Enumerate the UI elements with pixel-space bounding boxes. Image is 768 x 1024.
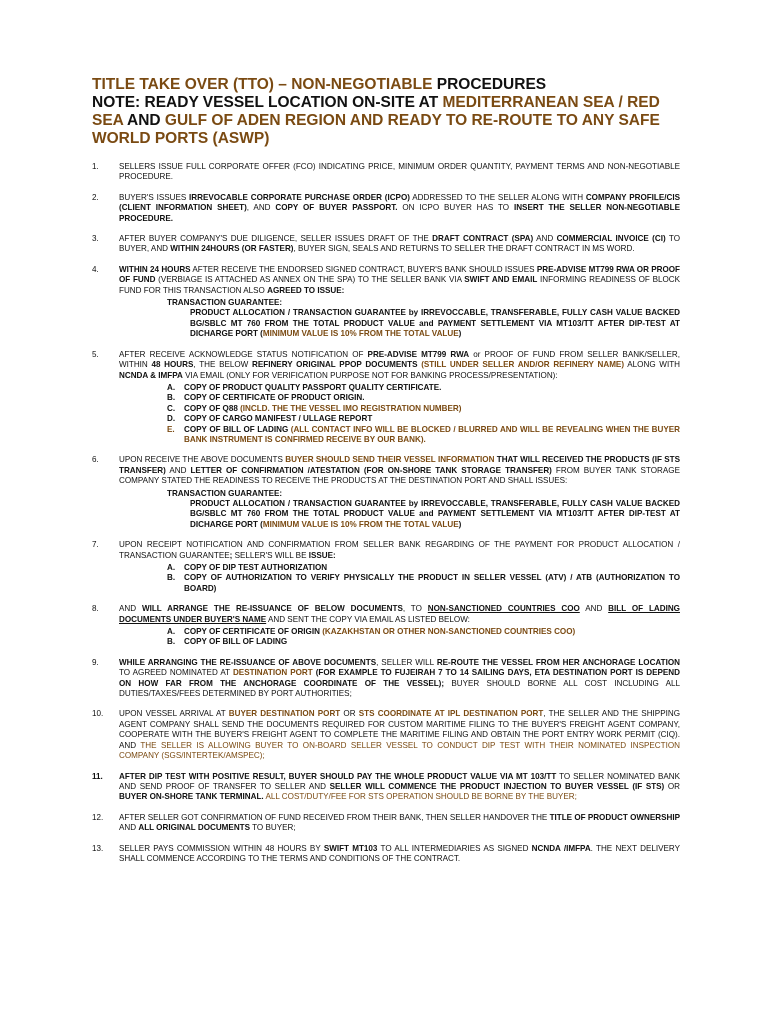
list-item: A. COPY OF PRODUCT QUALITY PASSPORT QUALITY CERTIFICATE.	[167, 382, 442, 392]
procedure-step-10: 10. UPON VESSEL ARRIVAL AT BUYER DESTINATION PORT OR STS COORDINATE AT IPL DESTINATION PORT, THE SELLER AND THE SHIPPING AGENT COMPANY SHALL SEND THE DOCUMENTS REQUIRED FOR CUSTOM MARITIME FILING TO THE BUYER'S FREIGHT AGENT COMPANY, COOPERATE WITH THE BUYER'S FREIGHT AGENT TO COMPLETE THE MARITIME FILING AND OBTAIN THE PORT ENTRY WORK PERMIT (CIQ). AND THE SELLER IS ALLOWING BUYER TO ON-BOARD SELLER VESSEL TO CONDUCT DIP TEST WITH THEIR NOMINATED INSPECTION COMPANY (SGS/INTERTEK/AMSPEC);	[92, 709, 680, 761]
document-title	[92, 76, 680, 148]
list-item: D. COPY OF CARGO MANIFEST / ULLAGE REPORT	[167, 414, 373, 424]
procedure-step-11: 11. AFTER DIP TEST WITH POSITIVE RESULT, BUYER SHOULD PAY THE WHOLE PRODUCT VALUE VIA MT 103/TT TO SELLER NOMINATED BANK AND SEND PROOF OF TRANSFER TO SELLER AND SELLER WILL COMMENCE THE PRODUCT INJECTION TO BUYER VESSEL (IF STS) OR BUYER ON-SHORE TANK TERMINAL. ALL COST/DUTY/FEE FOR STS OPERATION SHOULD BE BORNE BY THE BUYER;	[92, 771, 681, 802]
list-item: B. COPY OF CERTIFICATE OF PRODUCT ORIGIN.	[167, 393, 365, 403]
document-sublist	[119, 563, 680, 594]
procedure-step-2: 2. BUYER'S ISSUES IRREVOCABLE CORPORATE PURCHASE ORDER (ICPO) ADDRESSED TO THE SELLER ALONG WITH COMPANY PROFILE/CIS (CLIENT INFORMATION SHEET), AND COPY OF BUYER PASSPORT. ON ICPO BUYER HAS TO INSERT THE SELLER NON-NEGOTIABLE PROCEDURE.	[92, 192, 681, 223]
procedure-step-3: 3. AFTER BUYER COMPANY'S DUE DILIGENCE, SELLER ISSUES DRAFT OF THE DRAFT CONTRACT (SPA) AND COMMERCIAL INVOICE (CI) TO BUYER, AND WITHIN 24HOURS (OR FASTER), BUYER SIGN, SEALS AND RETURNS TO SELLER THE DRAFT CONTRACT IN MS WORD.	[92, 234, 680, 254]
document-sublist	[119, 383, 680, 445]
list-item: A. COPY OF CERTIFICATE OF ORIGIN (KAZAKHSTAN OR OTHER NON-SANCTIONED COUNTRIES COO)	[167, 627, 576, 637]
transaction-guarantee-text: PRODUCT ALLOCATION / TRANSACTION GUARANTEE by IRREVOCCABLE, TRANSFERABLE, FULLY CASH VALUE BACKED BG/SBLC MT 760 FROM THE TOTAL PRODUCT VALUE and PAYMENT SETTLEMENT VIA MT103/TT AFTER DIP-TEST AT DICHARGE PORT (MINIMUM VALUE IS 10% FROM THE TOTAL VALUE)	[190, 498, 680, 529]
list-item: B. COPY OF AUTHORIZATION TO VERIFY PHYSICALLY THE PRODUCT IN SELLER VESSEL (ATV) / ATB (AUTHORIZATION TO BOARD)	[167, 573, 680, 593]
list-item: B. COPY OF BILL OF LADING	[167, 637, 288, 647]
procedure-step-1: 1. SELLERS ISSUE FULL CORPORATE OFFER (FCO) INDICATING PRICE, MINIMUM ORDER QUANTITY, PAYMENT TERMS AND NON-NEGOTIABLE PROCEDURE.	[92, 162, 680, 182]
list-item: C. COPY OF Q88 (INCLD. THE THE VESSEL IMO REGISTRATION NUMBER)	[167, 403, 462, 413]
list-item: A. COPY OF DIP TEST AUTHORIZATION	[167, 563, 328, 572]
transaction-guarantee-block: TRANSACTION GUARANTEE: PRODUCT ALLOCATION / TRANSACTION GUARANTEE by IRREVOCCABLE, TRANSFERABLE, FULLY CASH VALUE BACKED BG/SBLC MT 760 FROM THE TOTAL PRODUCT VALUE and PAYMENT SETTLEMENT VIA MT103/TT AFTER DIP-TEST AT DICHARGE PORT (MINIMUM VALUE IS 10% FROM THE TOTAL VALUE)	[167, 298, 680, 339]
procedure-step-6: 6. UPON RECEIVE THE ABOVE DOCUMENTS BUYER SHOULD SEND THEIR VESSEL INFORMATION THAT WILL RECEIVED THE PRODUCTS (IF STS TRANSFER) AND LETTER OF CONFIRMATION /ATESTATION (FOR ON-SHORE TANK STORAGE TRANSFER) FROM BUYER TANK STORAGE COMPANY STATED THE READINESS TO RECEIVE THE PRODUCTS AT THE DESTINATION PORT AND SHALL ISSUES: TRANSACTION GUARANTEE: PRODUCT ALLOCATION / TRANSACTION GUARANTEE by IRREVOCCABLE, TRANSFERABLE, FULLY CASH VALUE BACKED BG/SBLC MT 760 FROM THE TOTAL PRODUCT VALUE and PAYMENT SETTLEMENT VIA MT103/TT AFTER DIP-TEST AT DICHARGE PORT (MINIMUM VALUE IS 10% FROM THE TOTAL VALUE)	[92, 455, 680, 529]
transaction-guarantee-block: TRANSACTION GUARANTEE: PRODUCT ALLOCATION / TRANSACTION GUARANTEE by IRREVOCCABLE, TRANSFERABLE, FULLY CASH VALUE BACKED BG/SBLC MT 760 FROM THE TOTAL PRODUCT VALUE and PAYMENT SETTLEMENT VIA MT103/TT AFTER DIP-TEST AT DICHARGE PORT (MINIMUM VALUE IS 10% FROM THE TOTAL VALUE)	[167, 488, 680, 529]
procedure-step-12: 12. AFTER SELLER GOT CONFIRMATION OF FUND RECEIVED FROM THEIR BANK, THEN SELLER HANDOVER THE TITLE OF PRODUCT OWNERSHIP AND ALL ORIGINAL DOCUMENTS TO BUYER;	[92, 812, 681, 833]
procedure-step-5: 5. AFTER RECEIVE ACKNOWLEDGE STATUS NOTIFICATION OF PRE-ADVISE MT799 RWA or PROOF OF FUND FROM SELLER BANK/SELLER, WITHIN 48 HOURS, THE BELOW REFINERY ORIGINAL PPOP DOCUMENTS (STILL UNDER SELLER AND/OR REFINERY NAME) ALONG WITH NCNDA & IMFPA VIA EMAIL (ONLY FOR VERIFICATION PURPOSE NOT FOR BANKING PROCESS/PRESENTATION): A. COPY OF PRODUCT QUALITY PASSPORT QUALITY CERTIFICATE. B. COPY OF CERTIFICATE OF PRODUCT ORIGIN. C. COPY OF Q88 (INCLD. THE THE VESSEL IMO REGISTRATION NUMBER) D. COPY OF CARGO MANIFEST / ULLAGE REPORT E. COPY OF BILL OF LADING (ALL CONTACT INFO WILL BE BLOCKED / BLURRED AND WILL BE REVEALING WHEN THE BUYER BANK INSTRUMENT IS CONFIRMED RECEIVE BY OUR BANK).	[92, 349, 680, 444]
procedure-list	[92, 162, 680, 864]
procedure-step-13: 13. SELLER PAYS COMMISSION WITHIN 48 HOURS BY SWIFT MT103 TO ALL INTERMEDIARIES AS SIGNED NCNDA /IMFPA. THE NEXT DELIVERY SHALL COMMENCE ACCORDING TO THE TERMS AND CONDITIONS OF THE CONTRACT.	[92, 843, 681, 863]
document-sublist	[119, 627, 680, 648]
transaction-guarantee-text: PRODUCT ALLOCATION / TRANSACTION GUARANTEE by IRREVOCCABLE, TRANSFERABLE, FULLY CASH VALUE BACKED BG/SBLC MT 760 FROM THE TOTAL PRODUCT VALUE and PAYMENT SETTLEMENT VIA MT103/TT AFTER DIP-TEST AT DICHARGE PORT (MINIMUM VALUE IS 10% FROM THE TOTAL VALUE)	[190, 308, 680, 339]
procedure-step-4: 4. WITHIN 24 HOURS AFTER RECEIVE THE ENDORSED SIGNED CONTRACT, BUYER'S BANK SHOULD ISSUES PRE-ADVISE MT799 RWA OR PROOF OF FUND (VERBIAGE IS ATTACHED AS ANNEX ON THE SPA) TO THE SELLER BANK VIA SWIFT AND EMAIL INFORMING READINESS OF BLOCK FUND FOR THIS TRANSACTION ALSO AGREED TO ISSUE: TRANSACTION GUARANTEE: PRODUCT ALLOCATION / TRANSACTION GUARANTEE by IRREVOCCABLE, TRANSFERABLE, FULLY CASH VALUE BACKED BG/SBLC MT 760 FROM THE TOTAL PRODUCT VALUE and PAYMENT SETTLEMENT VIA MT103/TT AFTER DIP-TEST AT DICHARGE PORT (MINIMUM VALUE IS 10% FROM THE TOTAL VALUE)	[92, 264, 681, 339]
procedure-step-8: 8. AND WILL ARRANGE THE RE-ISSUANCE OF BELOW DOCUMENTS, TO NON-SANCTIONED COUNTRIES COO AND BILL OF LADING DOCUMENTS UNDER BUYER'S NAME AND SENT THE COPY VIA EMAIL AS LISTED BELOW: A. COPY OF CERTIFICATE OF ORIGIN (KAZAKHSTAN OR OTHER NON-SANCTIONED COUNTRIES COO) B. COPY OF BILL OF LADING	[92, 604, 680, 647]
procedure-step-7: 7. UPON RECEIPT NOTIFICATION AND CONFIRMATION FROM SELLER BANK REGARDING OF THE PAYMENT FOR PRODUCT ALLOCATION / TRANSACTION GUARANTEE; SELLER'S WILL BE ISSUE: A. COPY OF DIP TEST AUTHORIZATION B. COPY OF AUTHORIZATION TO VERIFY PHYSICALLY THE PRODUCT IN SELLER VESSEL (ATV) / ATB (AUTHORIZATION TO BOARD)	[92, 540, 680, 593]
title-note: NOTE: READY VESSEL LOCATION ON-SITE AT MEDITERRANEAN SEA / RED SEA AND GULF OF ADEN REGION AND READY TO RE-ROUTE TO ANY SAFE WORLD PORTS (ASWP)	[92, 94, 660, 147]
title-line-1: TITLE TAKE OVER (TTO) – NON-NEGOTIABLE PROCEDURES	[92, 76, 547, 93]
list-item: E. COPY OF BILL OF LADING (ALL CONTACT INFO WILL BE BLOCKED / BLURRED AND WILL BE REVEALING WHEN THE BUYER BANK INSTRUMENT IS CONFIRMED RECEIVE BY OUR BANK).	[167, 424, 680, 444]
procedure-step-9: 9. WHILE ARRANGING THE RE-ISSUANCE OF ABOVE DOCUMENTS, SELLER WILL RE-ROUTE THE VESSEL FROM HER ANCHORAGE LOCATION TO AGREED NOMINATED AT DESTINATION PORT (FOR EXAMPLE TO FUJEIRAH 7 TO 14 SAILING DAYS, ETA DESTINATION PORT IS DEPEND ON HOW FAR FROM THE ANCHORAGE COORDINATE OF THE VESSEL); BUYER SHOULD BORNE ALL COST INCLUDING ALL DUTIES/TAXES/FEES DETERMINED BY PORT AUTHORITIES;	[92, 657, 680, 699]
